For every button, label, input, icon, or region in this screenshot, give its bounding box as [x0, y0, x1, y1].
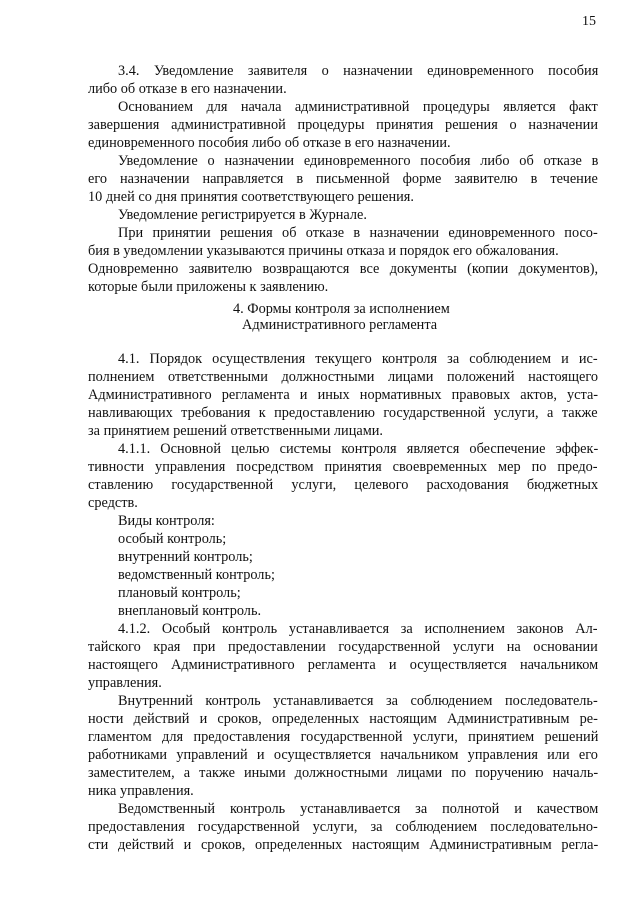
list-item: особый контроль; [118, 531, 227, 547]
paragraph-line: Ведомственный контроль устанавливается за полнотой и качеством [118, 801, 599, 817]
paragraph-line: работниками управлений и осуществляется начальником управления или его [88, 747, 598, 763]
paragraph-line: Уведомление о назначении единовременного пособия либо об отказе в [118, 153, 599, 169]
section-3-4-heading: 3.4. Уведомление заявителя о назначении единовременного пособия [118, 63, 599, 79]
list-item: внеплановый контроль. [118, 603, 262, 619]
paragraph-line: Одновременно заявителю возвращаются все документы (копии документов), [88, 261, 599, 277]
section-3-4-heading: либо об отказе в его назначении. [88, 81, 287, 97]
paragraph-line: настоящего Административного регламента и осуществляется начальником [88, 657, 599, 673]
list-item: ведомственный контроль; [118, 567, 275, 583]
paragraph-line: за принятием решений ответственными лицами. [88, 423, 383, 439]
paragraph-line: предоставления государственной услуги, за соблюдением последовательно- [88, 819, 598, 835]
paragraph-line: заместителем, а также иными должностными лицами по поручению началь- [88, 765, 599, 781]
paragraph-line: средств. [88, 495, 138, 511]
paragraph-line: 4.1. Порядок осуществления текущего контроля за соблюдением и ис- [118, 351, 598, 367]
paragraph-line: которые были приложены к заявлению. [88, 279, 329, 295]
paragraph-line: единовременного пособия либо об отказе в его назначении. [88, 135, 451, 151]
paragraph-line: Административного регламента и иных нормативных правовых актов, уста- [88, 387, 599, 403]
paragraph-line: гламентом для предоставления государственной услуги, принятием решений [88, 729, 599, 745]
paragraph-line: тивности управления посредством принятия своевременных мер по предо- [88, 459, 598, 475]
paragraph-line: управления. [88, 675, 162, 691]
section-4-title: 4. Формы контроля за исполнением [233, 301, 450, 317]
paragraph-line: ставлению государственной услуги, целевого расходования бюджетных [88, 477, 599, 493]
control-types-heading: Виды контроля: [118, 513, 215, 529]
paragraph-line: Уведомление регистрируется в Журнале. [118, 207, 367, 223]
paragraph-line: навливающих требования к предоставлению государственной услуги, а также [88, 405, 598, 421]
section-4-title: Административного регламента [242, 317, 438, 333]
paragraph-line: полнением ответственными должностными лицами положений настоящего [88, 369, 598, 385]
paragraph-line: 10 дней со дня принятия соответствующего решения. [88, 189, 414, 205]
paragraph-line: Внутренний контроль устанавливается за соблюдением последователь- [118, 693, 598, 709]
paragraph-line: При принятии решения об отказе в назначении единовременного посо- [118, 225, 598, 241]
paragraph-line: Основанием для начала административной процедуры является факт [118, 99, 598, 115]
paragraph-line: бия в уведомлении указываются причины отказа и порядок его обжалования. [88, 243, 559, 259]
paragraph-line: ника управления. [88, 783, 194, 799]
paragraph-line: 4.1.2. Особый контроль устанавливается за исполнением законов Ал- [118, 621, 598, 637]
paragraph-line: его назначении направляется в письменной форме заявителю в течение [88, 171, 598, 187]
list-item: плановый контроль; [118, 585, 241, 601]
paragraph-line: сти действий и сроков, определенных настоящим Административным регла- [88, 837, 599, 853]
paragraph-line: ности действий и сроков, определенных настоящим Административным ре- [88, 711, 598, 727]
paragraph-line: 4.1.1. Основной целью системы контроля является обеспечение эффек- [118, 441, 599, 457]
list-item: внутренний контроль; [118, 549, 253, 565]
paragraph-line: завершения административной процедуры принятия решения о назначении [88, 117, 598, 133]
paragraph-line: тайского края при предоставлении государственной услуги на основании [88, 639, 598, 655]
page-number: 15 [582, 14, 596, 29]
